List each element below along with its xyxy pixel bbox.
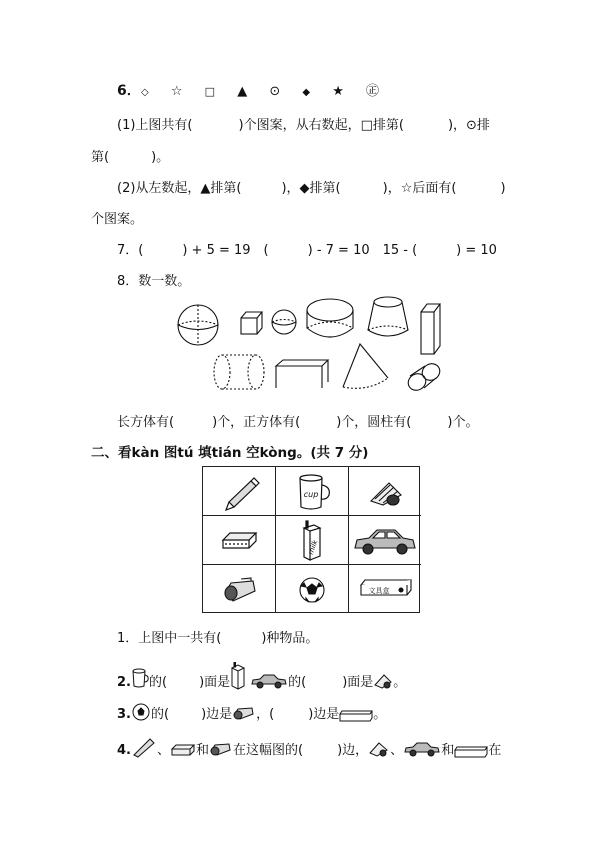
grid-cell-shuttlecock bbox=[349, 467, 421, 516]
s2-q2-d: )面是 bbox=[342, 675, 374, 690]
s2-q3-b: )边是 bbox=[201, 707, 233, 722]
solid-shapes-figure bbox=[170, 292, 450, 400]
q8-answer-d: )个。 bbox=[447, 415, 479, 430]
car-icon bbox=[250, 670, 288, 690]
s2-q4-e: 、 bbox=[390, 743, 404, 758]
grid-cell-ball bbox=[276, 565, 349, 612]
s2-q4-f: 和 bbox=[441, 743, 455, 758]
q6-line2 bbox=[91, 146, 169, 165]
s2-q1-b: )种物品。 bbox=[261, 631, 319, 646]
q8-title: 8．数一数。 bbox=[117, 274, 191, 289]
q8-answer bbox=[117, 411, 478, 430]
zheng-circle-icon: ㊣ bbox=[366, 84, 380, 99]
cube-icon bbox=[241, 312, 262, 334]
q6-l3b: )，◆排第( bbox=[281, 181, 341, 196]
sphere-small-icon bbox=[272, 310, 296, 334]
items-grid bbox=[202, 466, 420, 613]
q6-l1b: )个图案，从右数起， bbox=[238, 118, 361, 133]
grid-cell-pencil-box bbox=[349, 565, 421, 612]
q7-equations: 7．( ) + 5 = 19 ( ) - 7 = 10 15 - ( ) = 10 bbox=[117, 243, 497, 258]
sharpener-icon bbox=[209, 740, 233, 758]
q6-l3c: )，☆后面有( bbox=[382, 181, 457, 196]
s2-q2-num: 2. bbox=[117, 675, 131, 690]
shuttlecock-icon bbox=[349, 467, 421, 516]
q6-l3d: ) bbox=[500, 181, 506, 196]
s2-q4-g: 在 bbox=[488, 743, 502, 758]
diamond-filled-icon: ◆ bbox=[302, 87, 311, 98]
s2-q4 bbox=[117, 730, 501, 758]
car-icon bbox=[349, 516, 421, 565]
square-outline-icon: □ bbox=[204, 85, 216, 98]
circle-dot-icon: ⊙ bbox=[269, 84, 281, 99]
q8-answer-b: )个，正方体有( bbox=[212, 415, 301, 430]
s2-q3-num: 3. bbox=[117, 707, 131, 722]
diamond-outline-icon: ◇ bbox=[141, 87, 149, 98]
star-outline-icon: ☆ bbox=[170, 84, 183, 99]
soccer-ball-icon bbox=[276, 565, 349, 612]
sharpener-icon bbox=[232, 704, 256, 722]
grid-cell-cup bbox=[276, 467, 349, 516]
cup-icon bbox=[276, 467, 349, 516]
q8-answer-a: 长方体有( bbox=[117, 415, 175, 430]
board-cuboid-icon bbox=[276, 360, 328, 388]
q6-l2b: )。 bbox=[151, 150, 170, 165]
cylinder-small-icon bbox=[405, 361, 443, 394]
s2-q3-d: )边是 bbox=[308, 707, 340, 722]
q6-l1a: (1)上图共有( bbox=[117, 118, 193, 133]
cup-icon bbox=[131, 666, 149, 690]
eraser-icon bbox=[170, 742, 196, 758]
shuttlecock-icon bbox=[368, 738, 390, 758]
q6-l2a: 第( bbox=[91, 150, 110, 165]
s2-q2-a: 的( bbox=[148, 675, 168, 690]
milk-box-icon bbox=[230, 662, 246, 690]
grid-cell-eraser bbox=[203, 516, 276, 565]
q8-answer-c: )个，圆柱有( bbox=[336, 415, 412, 430]
s2-q4-d: )边， bbox=[337, 743, 369, 758]
q6-l1c: □排第( bbox=[360, 118, 404, 133]
s2-q3 bbox=[117, 696, 386, 722]
q6-title: 6． bbox=[117, 83, 141, 99]
q6-line1 bbox=[117, 114, 490, 133]
s2-q4-b: 和 bbox=[196, 743, 210, 758]
frustum-icon bbox=[368, 297, 408, 336]
milk-box-icon bbox=[276, 516, 349, 565]
s2-q3-c: ，( bbox=[256, 707, 275, 722]
s2-q2-e: 。 bbox=[393, 675, 407, 690]
q6-l1d: )，⊙排 bbox=[447, 118, 490, 133]
s2-q1-a: 1．上图中一共有( bbox=[117, 631, 222, 646]
grid-cell-pencil bbox=[203, 467, 276, 516]
s2-q4-c: 在这幅图的( bbox=[233, 743, 304, 758]
triangle-filled-icon: ▲ bbox=[237, 84, 248, 99]
star-filled-icon: ★ bbox=[332, 84, 344, 99]
cup-label: cup bbox=[303, 490, 319, 499]
grid-cell-car bbox=[349, 516, 421, 565]
car-icon bbox=[403, 738, 441, 758]
cylinder-flat-icon bbox=[307, 299, 353, 337]
pencil-box-icon bbox=[454, 746, 488, 758]
section2-title: 二、看kàn 图tú 填tián 空kòng。(共 7 分) bbox=[91, 445, 369, 461]
pencil-box-icon bbox=[339, 710, 373, 722]
q6-line4: 个图案。 bbox=[91, 212, 144, 227]
pencil-icon bbox=[131, 736, 157, 758]
grid-cell-sharpener bbox=[203, 565, 276, 612]
milk-label: milk bbox=[306, 539, 320, 556]
s2-q2-c: 的( bbox=[288, 675, 307, 690]
q6-line3 bbox=[117, 177, 506, 196]
sharpener-icon bbox=[203, 565, 276, 612]
tall-cuboid-icon bbox=[421, 304, 440, 354]
pencil-icon bbox=[203, 467, 276, 516]
pencil-box-label: 文具盒 bbox=[368, 587, 390, 595]
eraser-icon bbox=[203, 516, 276, 565]
pencil-box-icon bbox=[349, 565, 421, 612]
q6-l3a: (2)从左数起，▲排第( bbox=[117, 181, 242, 196]
s2-q4-a: 、 bbox=[156, 743, 170, 758]
cylinder-lying-icon bbox=[214, 355, 264, 389]
s2-q2 bbox=[117, 660, 406, 690]
s2-q3-e: 。 bbox=[373, 707, 387, 722]
s2-q4-num: 4. bbox=[117, 743, 131, 758]
grid-cell-milk bbox=[276, 516, 349, 565]
sphere-icon bbox=[178, 305, 218, 345]
s2-q2-b: )面是 bbox=[199, 675, 231, 690]
s2-q1 bbox=[117, 627, 318, 646]
q6-symbol-row bbox=[141, 80, 379, 99]
cone-icon bbox=[343, 344, 388, 388]
s2-q3-a: 的( bbox=[150, 707, 170, 722]
shuttlecock-icon bbox=[373, 670, 393, 690]
soccer-ball-icon bbox=[131, 702, 151, 722]
